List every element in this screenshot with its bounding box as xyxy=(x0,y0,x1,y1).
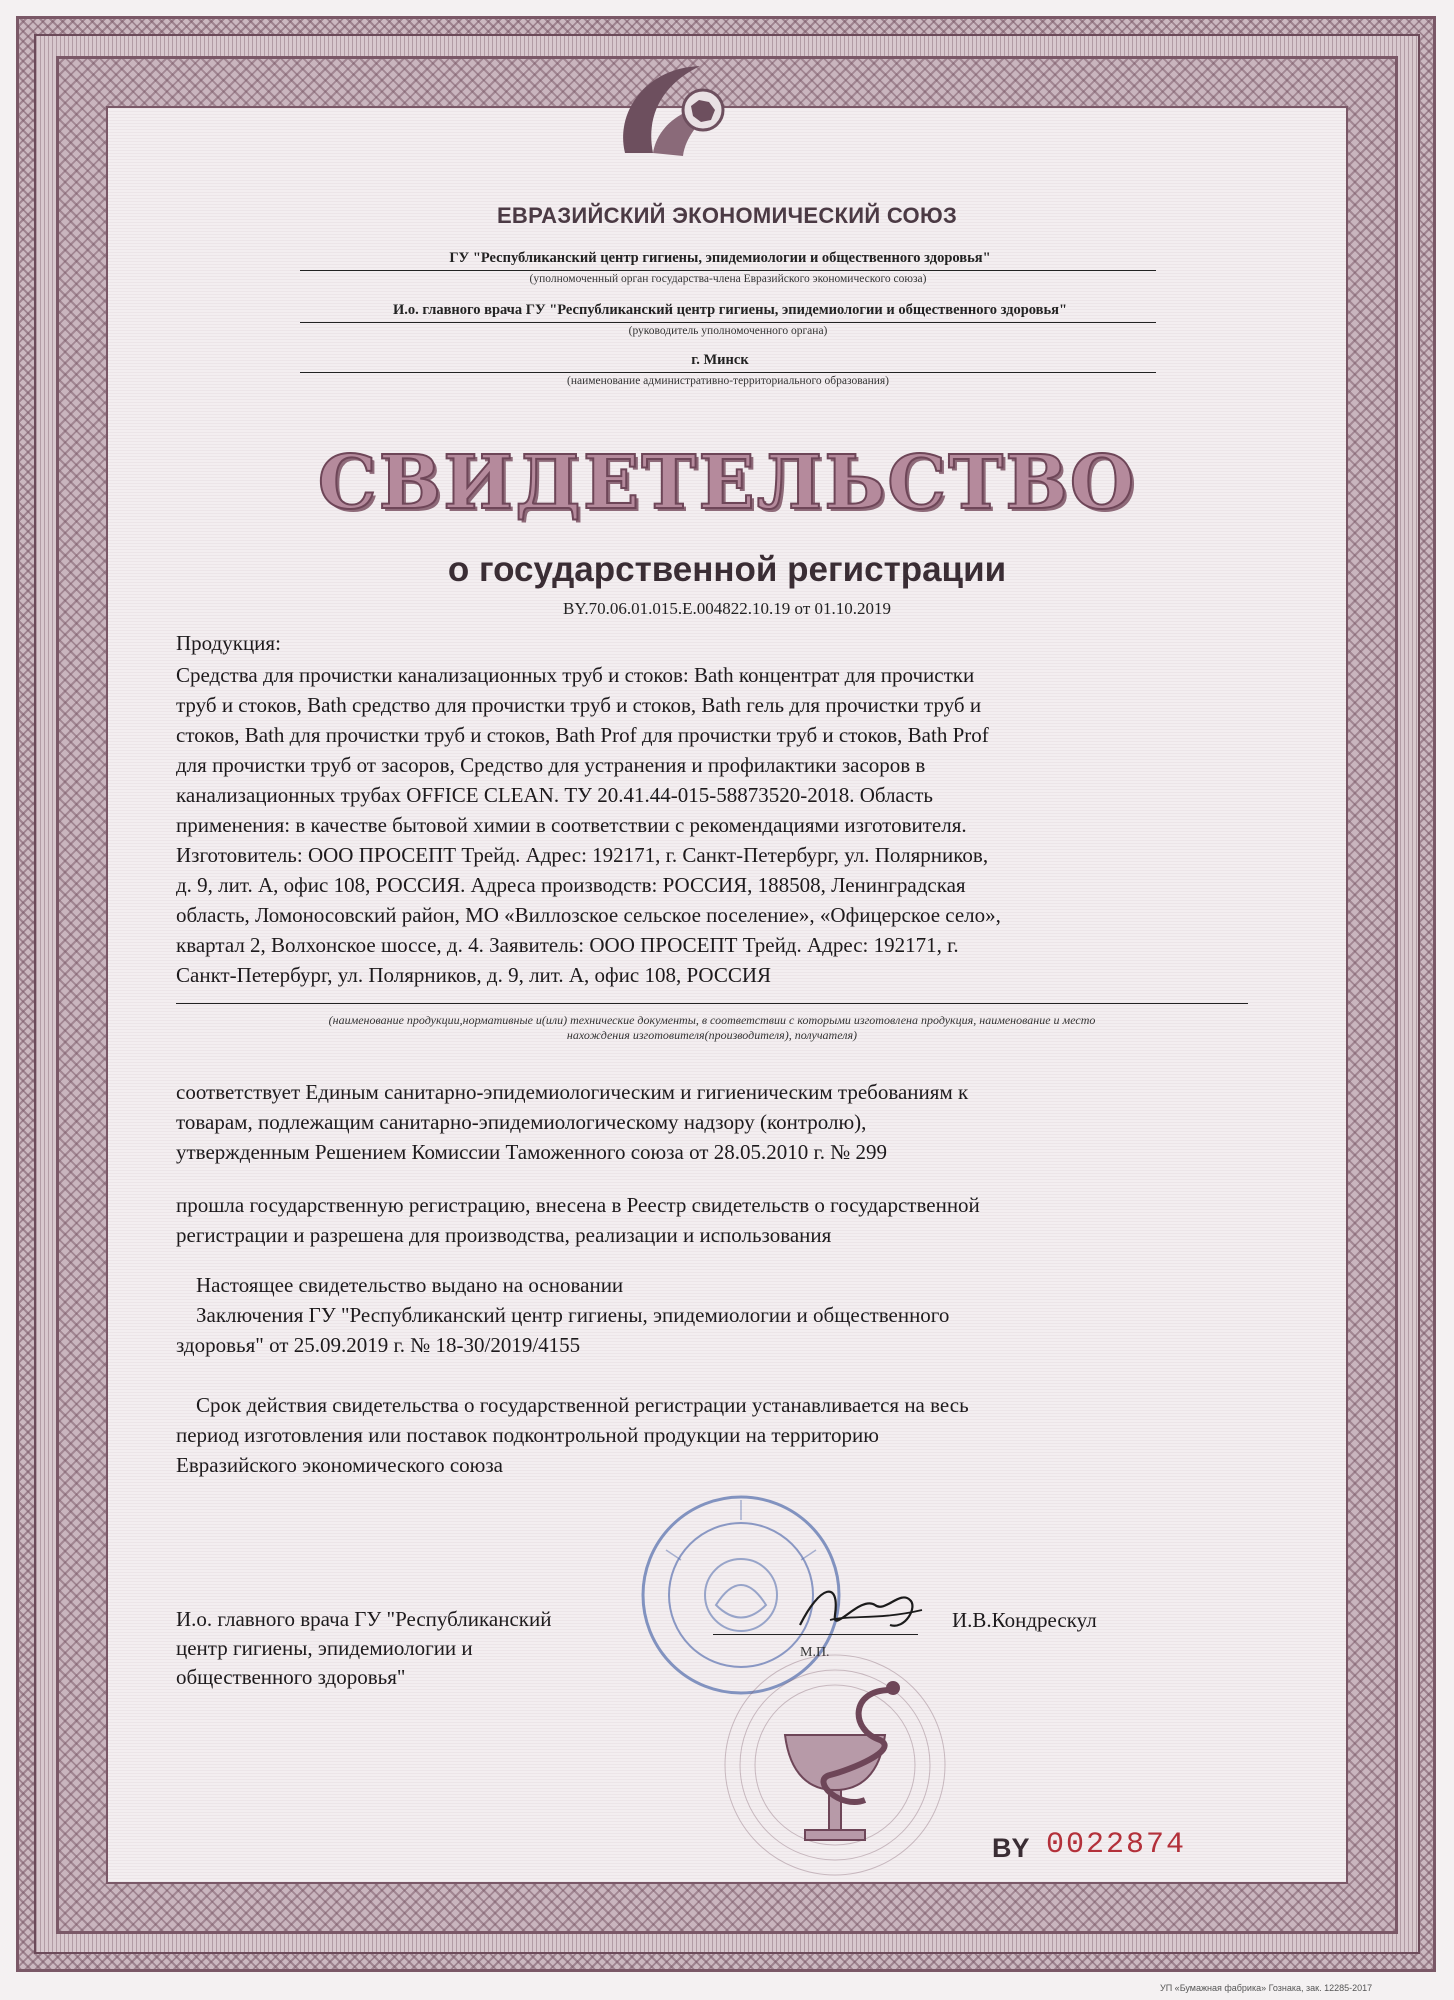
signatory-position xyxy=(176,1605,696,1692)
product-line: д. 9, лит. А, офис 108, РОССИЯ. Адреса производств: РОССИЯ, 188508, Ленинградская xyxy=(176,873,966,897)
basis-line: здоровья" от 25.09.2019 г. № 18-30/2019/4155 xyxy=(176,1333,581,1357)
product-line: стоков, Bath для прочистки труб и стоков, Bath Prof для прочистки труб и стоков, Bath Prof xyxy=(176,723,989,747)
registration-number: BY.70.06.01.015.E.004822.10.19 от 01.10.2019 xyxy=(562,599,891,618)
product-description xyxy=(176,660,1248,990)
head-of-authority: И.о. главного врача ГУ "Республиканский центр гигиены, эпидемиологии и общественного здоровья" xyxy=(392,302,1068,318)
registration-line: прошла государственную регистрацию, внесена в Реестр свидетельств о государственной xyxy=(176,1193,980,1217)
product-caption xyxy=(176,1013,1248,1043)
basis-line: Настоящее свидетельство выдано на основании xyxy=(196,1273,624,1297)
city: г. Минск xyxy=(691,352,749,368)
validity-line: период изготовления или поставок подконтрольной продукции на территорию xyxy=(176,1423,879,1447)
seal-place-label: М.П. xyxy=(800,1645,830,1660)
serial-prefix: BY xyxy=(992,1833,1030,1863)
certificate-title: СВИДЕТЕЛЬСТВО xyxy=(317,440,1137,526)
authority-name: ГУ "Республиканский центр гигиены, эпидемиологии и общественного здоровья" xyxy=(449,250,991,266)
product-line: труб и стоков, Bath средство для прочистки труб и стоков, Bath гель для прочистки труб и xyxy=(176,693,982,717)
product-line: Средства для прочистки канализационных труб и стоков: Bath концентрат для прочистки xyxy=(176,663,975,687)
registration-statement xyxy=(176,1190,1248,1250)
authority-caption: (уполномоченный орган государства-члена Евразийского экономического союза) xyxy=(529,273,927,285)
authority-underline xyxy=(300,270,1156,271)
basis-line: Заключения ГУ "Республиканский центр гигиены, эпидемиологии и общественного xyxy=(196,1303,950,1327)
product-line: канализационных трубах OFFICE CLEAN. ТУ 20.41.44-015-58873520-2018. Область xyxy=(176,783,933,807)
product-label: Продукция: xyxy=(176,631,281,655)
city-underline xyxy=(300,372,1156,373)
issuance-basis xyxy=(176,1270,1248,1360)
product-line: область, Ломоносовский район, МО «Виллозское сельское поселение», «Офицерское село», xyxy=(176,903,1001,927)
product-line: Санкт-Петербург, ул. Полярников, д. 9, лит. А, офис 108, РОССИЯ xyxy=(176,963,772,987)
product-caption-line: (наименование продукции,нормативные и(или) технические документы, в соответствии с которыми изготовлена продукция, наименование и место xyxy=(328,1013,1096,1027)
hygieia-bowl-emblem-icon xyxy=(700,1650,970,1880)
serial-number: 0022874 xyxy=(1046,1828,1187,1862)
registration-line: регистрации и разрешена для производства, реализации и использования xyxy=(176,1223,832,1247)
city-caption: (наименование административно-территориального образования) xyxy=(566,375,890,387)
union-title: ЕВРАЗИЙСКИЙ ЭКОНОМИЧЕСКИЙ СОЮЗ xyxy=(496,203,958,228)
compliance-line: товарам, подлежащим санитарно-эпидемиологическому надзору (контролю), xyxy=(176,1110,867,1134)
printer-imprint: УП «Бумажная фабрика» Гознака, зак. 12285-2017 xyxy=(1160,1983,1373,1993)
compliance-line: соответствует Единым санитарно-эпидемиологическим и гигиеническим требованиям к xyxy=(176,1080,969,1104)
signature-line xyxy=(713,1634,918,1635)
product-caption-line: нахождения изготовителя(производителя), получателя) xyxy=(566,1028,858,1042)
signatory-position-line: общественного здоровья" xyxy=(176,1665,406,1689)
compliance-statement xyxy=(176,1077,1248,1167)
head-underline xyxy=(300,322,1156,323)
certificate-subtitle: о государственной регистрации xyxy=(447,550,1007,589)
head-caption: (руководитель уполномоченного органа) xyxy=(628,325,828,337)
product-line: для прочистки труб от засоров, Средство для устранения и профилактики засоров в xyxy=(176,753,926,777)
validity-statement xyxy=(176,1390,1248,1480)
validity-line: Евразийского экономического союза xyxy=(176,1453,503,1477)
product-underline xyxy=(176,1003,1248,1004)
product-line: Изготовитель: ООО ПРОСЕПТ Трейд. Адрес: 192171, г. Санкт-Петербург, ул. Полярников, xyxy=(176,843,989,867)
compliance-line: утвержденным Решением Комиссии Таможенного союза от 28.05.2010 г. № 299 xyxy=(176,1140,888,1164)
eaeu-logo-icon xyxy=(605,58,745,178)
signatory-position-line: И.о. главного врача ГУ "Республиканский xyxy=(176,1607,552,1631)
signatory-name: И.В.Кондрескул xyxy=(952,1608,1097,1632)
product-line: квартал 2, Волхонское шоссе, д. 4. Заявитель: ООО ПРОСЕПТ Трейд. Адрес: 192171, г. xyxy=(176,933,959,957)
signatory-position-line: центр гигиены, эпидемиологии и xyxy=(176,1636,473,1660)
product-line: применения: в качестве бытовой химии в соответствии с рекомендациями изготовителя. xyxy=(176,813,967,837)
validity-line: Срок действия свидетельства о государственной регистрации устанавливается на весь xyxy=(196,1393,969,1417)
